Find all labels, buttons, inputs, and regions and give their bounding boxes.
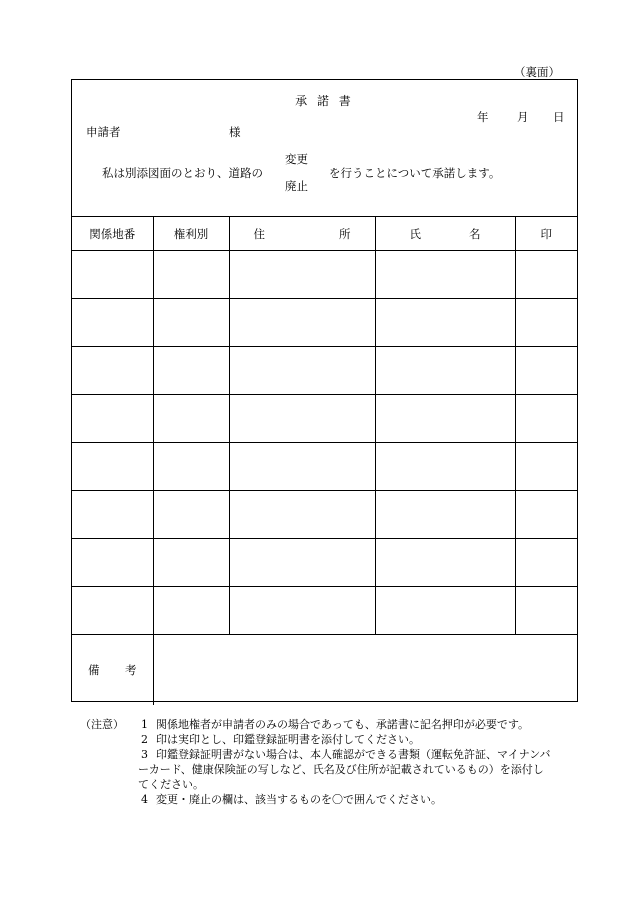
right-type-cell[interactable] (153, 539, 229, 587)
name-cell[interactable] (375, 251, 515, 299)
name-cell[interactable] (375, 347, 515, 395)
header-name-char2: 名 (469, 226, 481, 241)
address-cell[interactable] (229, 395, 375, 443)
note-continuation: てください。 (138, 778, 204, 791)
notes-prefix: （注意） (80, 718, 124, 731)
header-right-type: 権利別 (153, 217, 229, 251)
note-item-2 (80, 732, 580, 747)
note-text: 印鑑登録証明書がない場合は、本人確認ができる書類（運転免許証、マイナンバ (156, 748, 551, 761)
lot-number-cell[interactable] (72, 251, 153, 299)
address-cell[interactable] (229, 587, 375, 635)
name-cell[interactable] (375, 587, 515, 635)
right-type-cell[interactable] (153, 443, 229, 491)
seal-cell[interactable] (515, 539, 577, 587)
name-cell[interactable] (375, 299, 515, 347)
landowner-table (72, 216, 577, 705)
name-cell[interactable] (375, 539, 515, 587)
day-label: 日 (553, 110, 565, 124)
seal-cell[interactable] (515, 395, 577, 443)
note-text: 関係地権者が申請者のみの場合であっても、承諾書に記名押印が必要です。 (156, 718, 530, 731)
note-item-1 (80, 717, 580, 732)
seal-cell[interactable] (515, 443, 577, 491)
remarks-row (72, 635, 577, 705)
option-change[interactable]: 変更 (285, 152, 308, 166)
note-item-3 (80, 747, 580, 762)
note-number: 3 (141, 748, 148, 761)
note-text: 変更・廃止の欄は、該当するものを〇で囲んでください。 (156, 793, 442, 806)
name-cell[interactable] (375, 395, 515, 443)
date-field[interactable] (477, 109, 567, 123)
consent-statement (102, 150, 562, 196)
applicant-label: 申請者 (86, 125, 121, 139)
remarks-label-cell (72, 635, 153, 705)
table-header-row (72, 217, 577, 251)
lot-number-cell[interactable] (72, 395, 153, 443)
lot-number-cell[interactable] (72, 299, 153, 347)
header-address-char2: 所 (339, 226, 351, 241)
name-cell[interactable] (375, 443, 515, 491)
note-item-4 (80, 792, 580, 807)
seal-cell[interactable] (515, 491, 577, 539)
address-cell[interactable] (229, 491, 375, 539)
lot-number-cell[interactable] (72, 347, 153, 395)
table-row (72, 251, 577, 299)
note-number: 4 (141, 793, 148, 806)
address-cell[interactable] (229, 347, 375, 395)
right-type-cell[interactable] (153, 251, 229, 299)
remarks-char2: 考 (125, 662, 137, 677)
seal-cell[interactable] (515, 251, 577, 299)
table-row (72, 539, 577, 587)
remarks-input-cell[interactable] (153, 635, 577, 705)
note-number: 2 (141, 733, 148, 746)
note-text: 印は実印とし、印鑑登録証明書を添付してください。 (156, 733, 420, 746)
name-cell[interactable] (375, 491, 515, 539)
address-cell[interactable] (229, 443, 375, 491)
right-type-cell[interactable] (153, 299, 229, 347)
header-lot-number: 関係地番 (72, 217, 153, 251)
notes-section (80, 717, 580, 807)
seal-cell[interactable] (515, 347, 577, 395)
note-number: 1 (141, 718, 148, 731)
applicant-honorific: 様 (229, 125, 241, 139)
address-cell[interactable] (229, 299, 375, 347)
lot-number-cell[interactable] (72, 587, 153, 635)
table-row (72, 587, 577, 635)
address-cell[interactable] (229, 539, 375, 587)
consent-form (71, 79, 578, 702)
table-row (72, 395, 577, 443)
option-abolish[interactable]: 廃止 (285, 179, 308, 193)
header-seal: 印 (515, 217, 577, 251)
right-type-cell[interactable] (153, 587, 229, 635)
note-continuation: ーカード、健康保険証の写しなど、氏名及び住所が記載されているもの）を添付し (138, 763, 544, 776)
lot-number-cell[interactable] (72, 491, 153, 539)
seal-cell[interactable] (515, 587, 577, 635)
table-row (72, 443, 577, 491)
address-cell[interactable] (229, 251, 375, 299)
header-address (229, 217, 375, 251)
applicant-field[interactable] (86, 124, 246, 138)
seal-cell[interactable] (515, 299, 577, 347)
lot-number-cell[interactable] (72, 443, 153, 491)
form-header (72, 80, 577, 216)
header-address-char1: 住 (253, 226, 265, 241)
statement-after: を行うことについて承諾します。 (329, 166, 501, 180)
lot-number-cell[interactable] (72, 539, 153, 587)
month-label: 月 (517, 110, 529, 124)
remarks-char1: 備 (88, 662, 100, 677)
table-row (72, 491, 577, 539)
right-type-cell[interactable] (153, 395, 229, 443)
form-title: 承 諾 書 (295, 94, 354, 108)
table-row (72, 347, 577, 395)
header-name (375, 217, 515, 251)
year-label: 年 (477, 110, 489, 124)
page-side-label: （裏面） (514, 65, 560, 79)
header-name-char1: 氏 (409, 226, 421, 241)
right-type-cell[interactable] (153, 347, 229, 395)
right-type-cell[interactable] (153, 491, 229, 539)
statement-before: 私は別添図面のとおり、道路の (102, 166, 263, 180)
table-row (72, 299, 577, 347)
